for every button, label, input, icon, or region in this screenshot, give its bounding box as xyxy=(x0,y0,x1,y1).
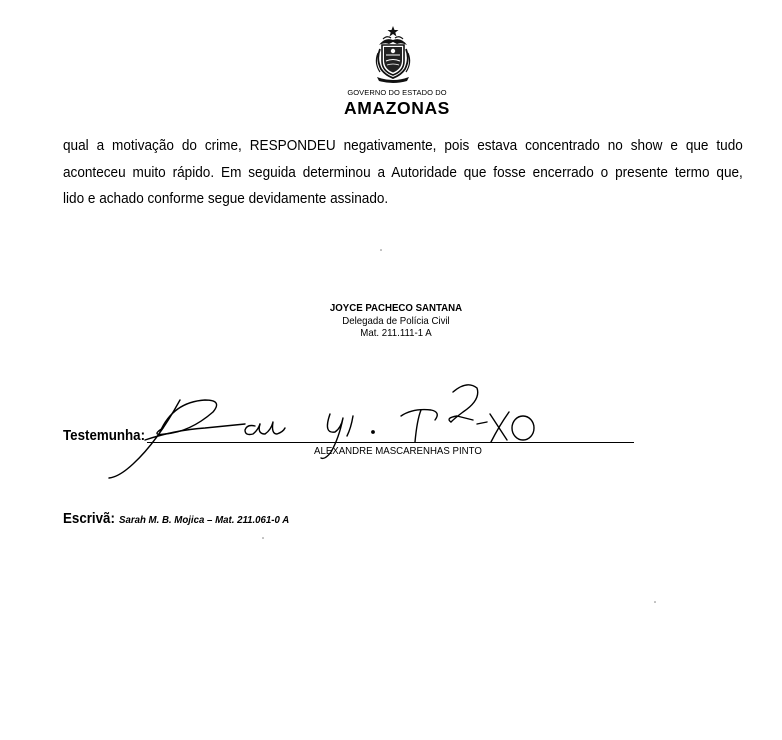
authority-role: Delegada de Polícia Civil xyxy=(342,314,450,327)
handwritten-signature-icon xyxy=(95,372,555,487)
paper-speck xyxy=(380,249,382,251)
clerk-label: Escrivã: xyxy=(63,511,115,527)
authority-name: JOYCE PACHECO SANTANA xyxy=(329,302,463,314)
body-paragraph xyxy=(63,133,743,213)
witness-name: ALEXANDRE MASCARENHAS PINTO xyxy=(314,445,482,457)
body-line-2: aconteceu muito rápido. Em seguida determinou a Autoridade que fosse encerrado o presente termo que, xyxy=(63,164,743,181)
paper-speck xyxy=(262,537,264,539)
witness-signature-line xyxy=(147,442,634,443)
body-line-3: lido e achado conforme segue devidamente assinado. xyxy=(63,191,389,207)
authority-signature-block xyxy=(0,302,782,340)
paper-speck xyxy=(654,601,656,603)
authority-registration: Mat. 211.111-1 A xyxy=(360,327,432,339)
witness-label: Testemunha: xyxy=(63,428,146,444)
coat-of-arms-amazonas-icon xyxy=(371,25,415,85)
body-line-1: qual a motivação do crime, RESPONDEU negativamente, pois estava concentrado no show e que tudo xyxy=(63,138,743,154)
clerk-value: Sarah M. B. Mojica – Mat. 211.061-0 A xyxy=(119,514,290,526)
state-name: AMAZONAS xyxy=(344,98,450,118)
government-line: GOVERNO DO ESTADO DO xyxy=(347,88,447,97)
clerk-line xyxy=(63,511,304,527)
